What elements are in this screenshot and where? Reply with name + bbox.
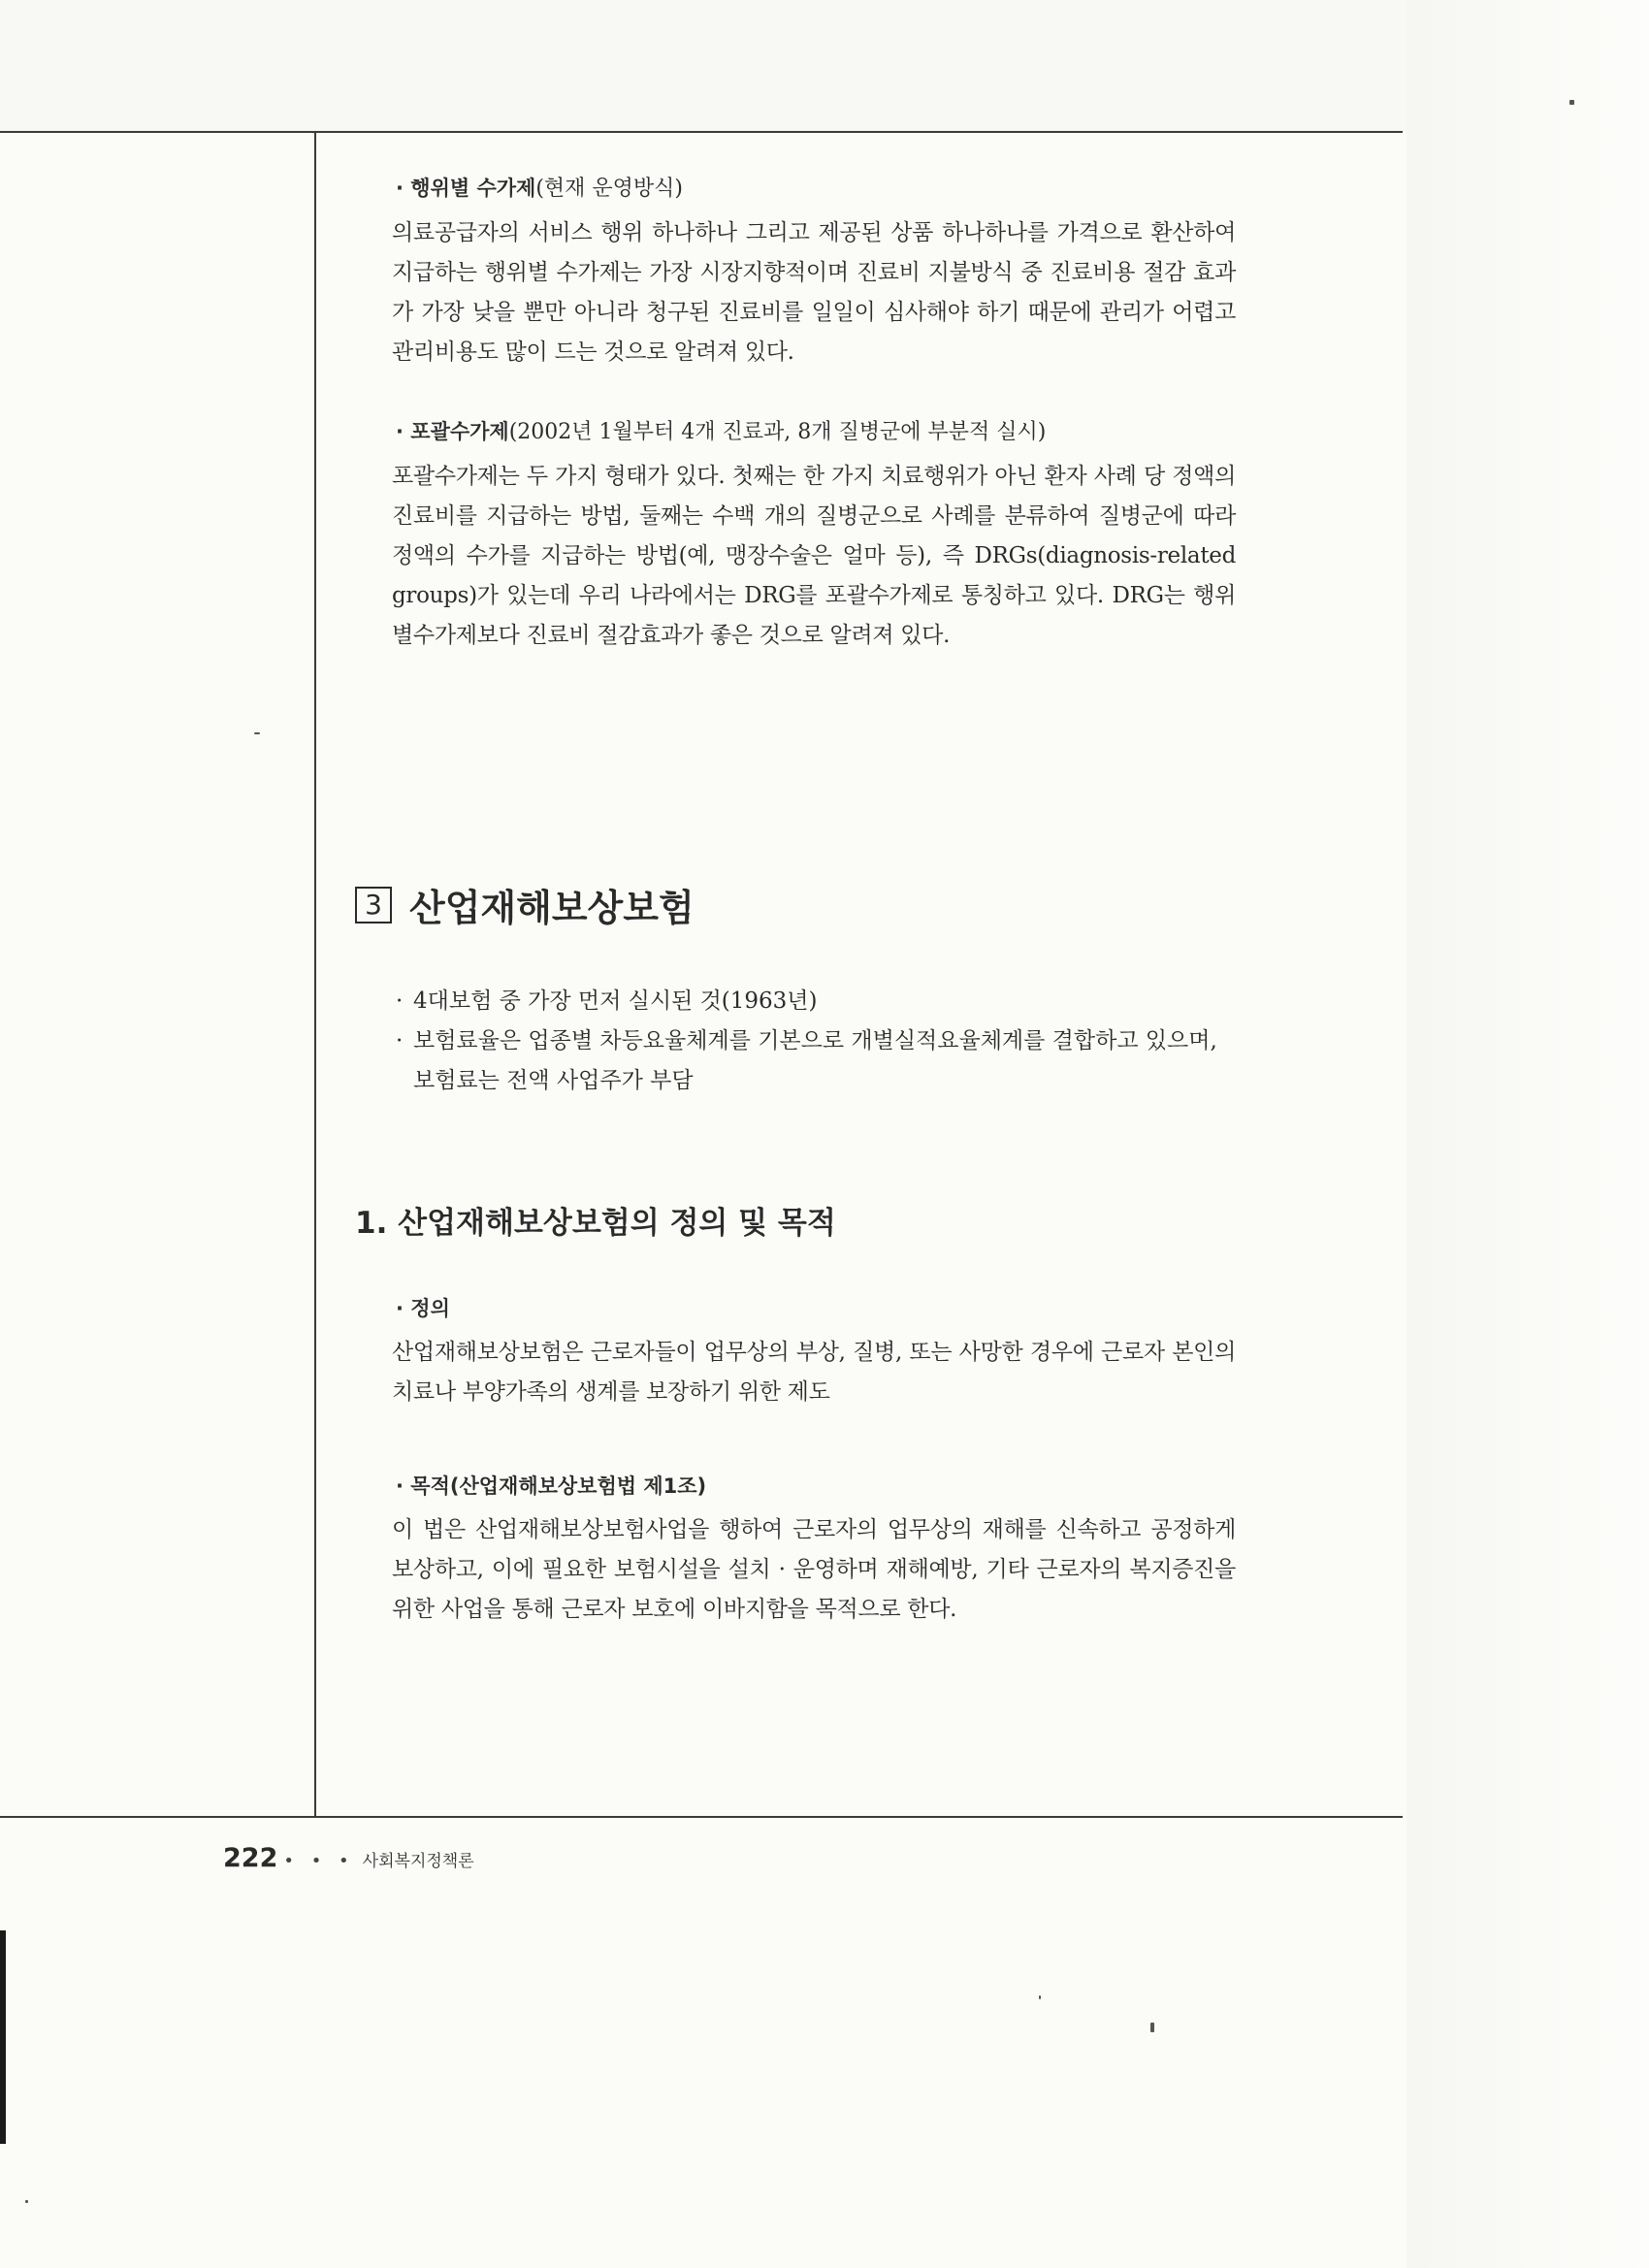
purpose-heading: · 목적(산업재해보상보험법 제1조): [396, 1474, 707, 1498]
drg-block: [392, 413, 1236, 656]
heading-label: · 포괄수가제: [396, 420, 509, 443]
section-3-title: [355, 878, 695, 931]
subsection-1-title: 1. 산업재해보상보험의 정의 및 목적: [355, 1206, 836, 1241]
bullet-text: 보험료율은 업종별 차등요율체계를 기본으로 개별실적요율체계를 결합하고 있으며, 보험료는 전액 사업주가 부담: [413, 1028, 1217, 1093]
heading-note: (현재 운영방식): [535, 177, 683, 201]
margin-rule: [314, 133, 316, 1818]
bullet-item: [396, 982, 1236, 1021]
page-margin-top: [0, 0, 1649, 132]
main-content: [392, 170, 1236, 656]
scan-speck: [1569, 100, 1574, 105]
purpose-paragraph: 이 법은 산업재해보상보험사업을 행하여 근로자의 업무상의 재해를 신속하고 공정하게 보상하고, 이에 필요한 보험시설을 설치 · 운영하며 재해예방, 기타 근로자의 복지증진을 위한 사업을 통해 근로자 보호에 이바지함을 목적으로 한다.: [392, 1517, 1236, 1622]
scan-speck: [1150, 2023, 1154, 2032]
definition-paragraph: 산업재해보상보험은 근로자들이 업무상의 부상, 질병, 또는 사망한 경우에 근로자 본인의 치료나 부양가족의 생계를 보장하기 위한 제도: [392, 1340, 1236, 1405]
scan-speck: [254, 732, 260, 734]
drg-heading: [396, 413, 1236, 451]
drg-paragraph: 포괄수가제는 두 가지 형태가 있다. 첫째는 한 가지 치료행위가 아닌 환자 사례 당 정액의 진료비를 지급하는 방법, 둘째는 수백 개의 질병군으로 사례를 분류하여 질병군에 따라 정액의 수가를 지급하는 방법(예, 맹장수술은 얼마 등), 즉 DRGs(diagnosis-related groups)가 있는데 우리 나라에서는 DRG를 포괄수가제로 통칭하고 있다. DRG는 행위별수가제보다 진료비 절감효과가 좋은 것으로 알려져 있다.: [392, 464, 1236, 648]
bullet-item: [396, 1021, 1236, 1101]
bullet-text: 4대보험 중 가장 먼저 실시된 것(1963년): [413, 988, 818, 1014]
scan-edge: [0, 1930, 6, 2144]
page-margin-right: [1406, 0, 1649, 2268]
heading-note: (2002년 1월부터 4개 진료과, 8개 질병군에 부분적 실시): [508, 420, 1047, 444]
section-number-box: 3: [355, 887, 392, 923]
header-rule: [0, 131, 1403, 133]
footer-rule: [0, 1816, 1403, 1818]
section-3-bullets: [396, 982, 1236, 1101]
page-number: 222: [223, 1843, 278, 1873]
book-title: 사회복지정책론: [362, 1852, 474, 1871]
footer-separator: • • •: [283, 1851, 355, 1871]
purpose-block: [392, 1468, 1236, 1630]
page-footer: [223, 1843, 474, 1873]
heading-label: · 행위별 수가제: [396, 177, 536, 200]
definition-block: [392, 1290, 1236, 1412]
section-title-text: 산업재해보상보험: [409, 887, 695, 929]
scan-speck: [1039, 1995, 1041, 1999]
bullet-mark: ·: [396, 1028, 404, 1053]
bullet-mark: ·: [396, 988, 404, 1014]
fee-for-service-heading: [396, 170, 1236, 208]
fee-for-service-paragraph: 의료공급자의 서비스 행위 하나하나 그리고 제공된 상품 하나하나를 가격으로 환산하여 지급하는 행위별 수가제는 가장 시장지향적이며 진료비 지불방식 중 진료비용 절감 효과가 가장 낮을 뿐만 아니라 청구된 진료비를 일일이 심사해야 하기 때문에 관리가 어렵고 관리비용도 많이 드는 것으로 알려져 있다.: [392, 220, 1236, 365]
scan-speck: [25, 2200, 28, 2203]
fee-for-service-block: [392, 170, 1236, 373]
definition-heading: · 정의: [396, 1297, 450, 1320]
